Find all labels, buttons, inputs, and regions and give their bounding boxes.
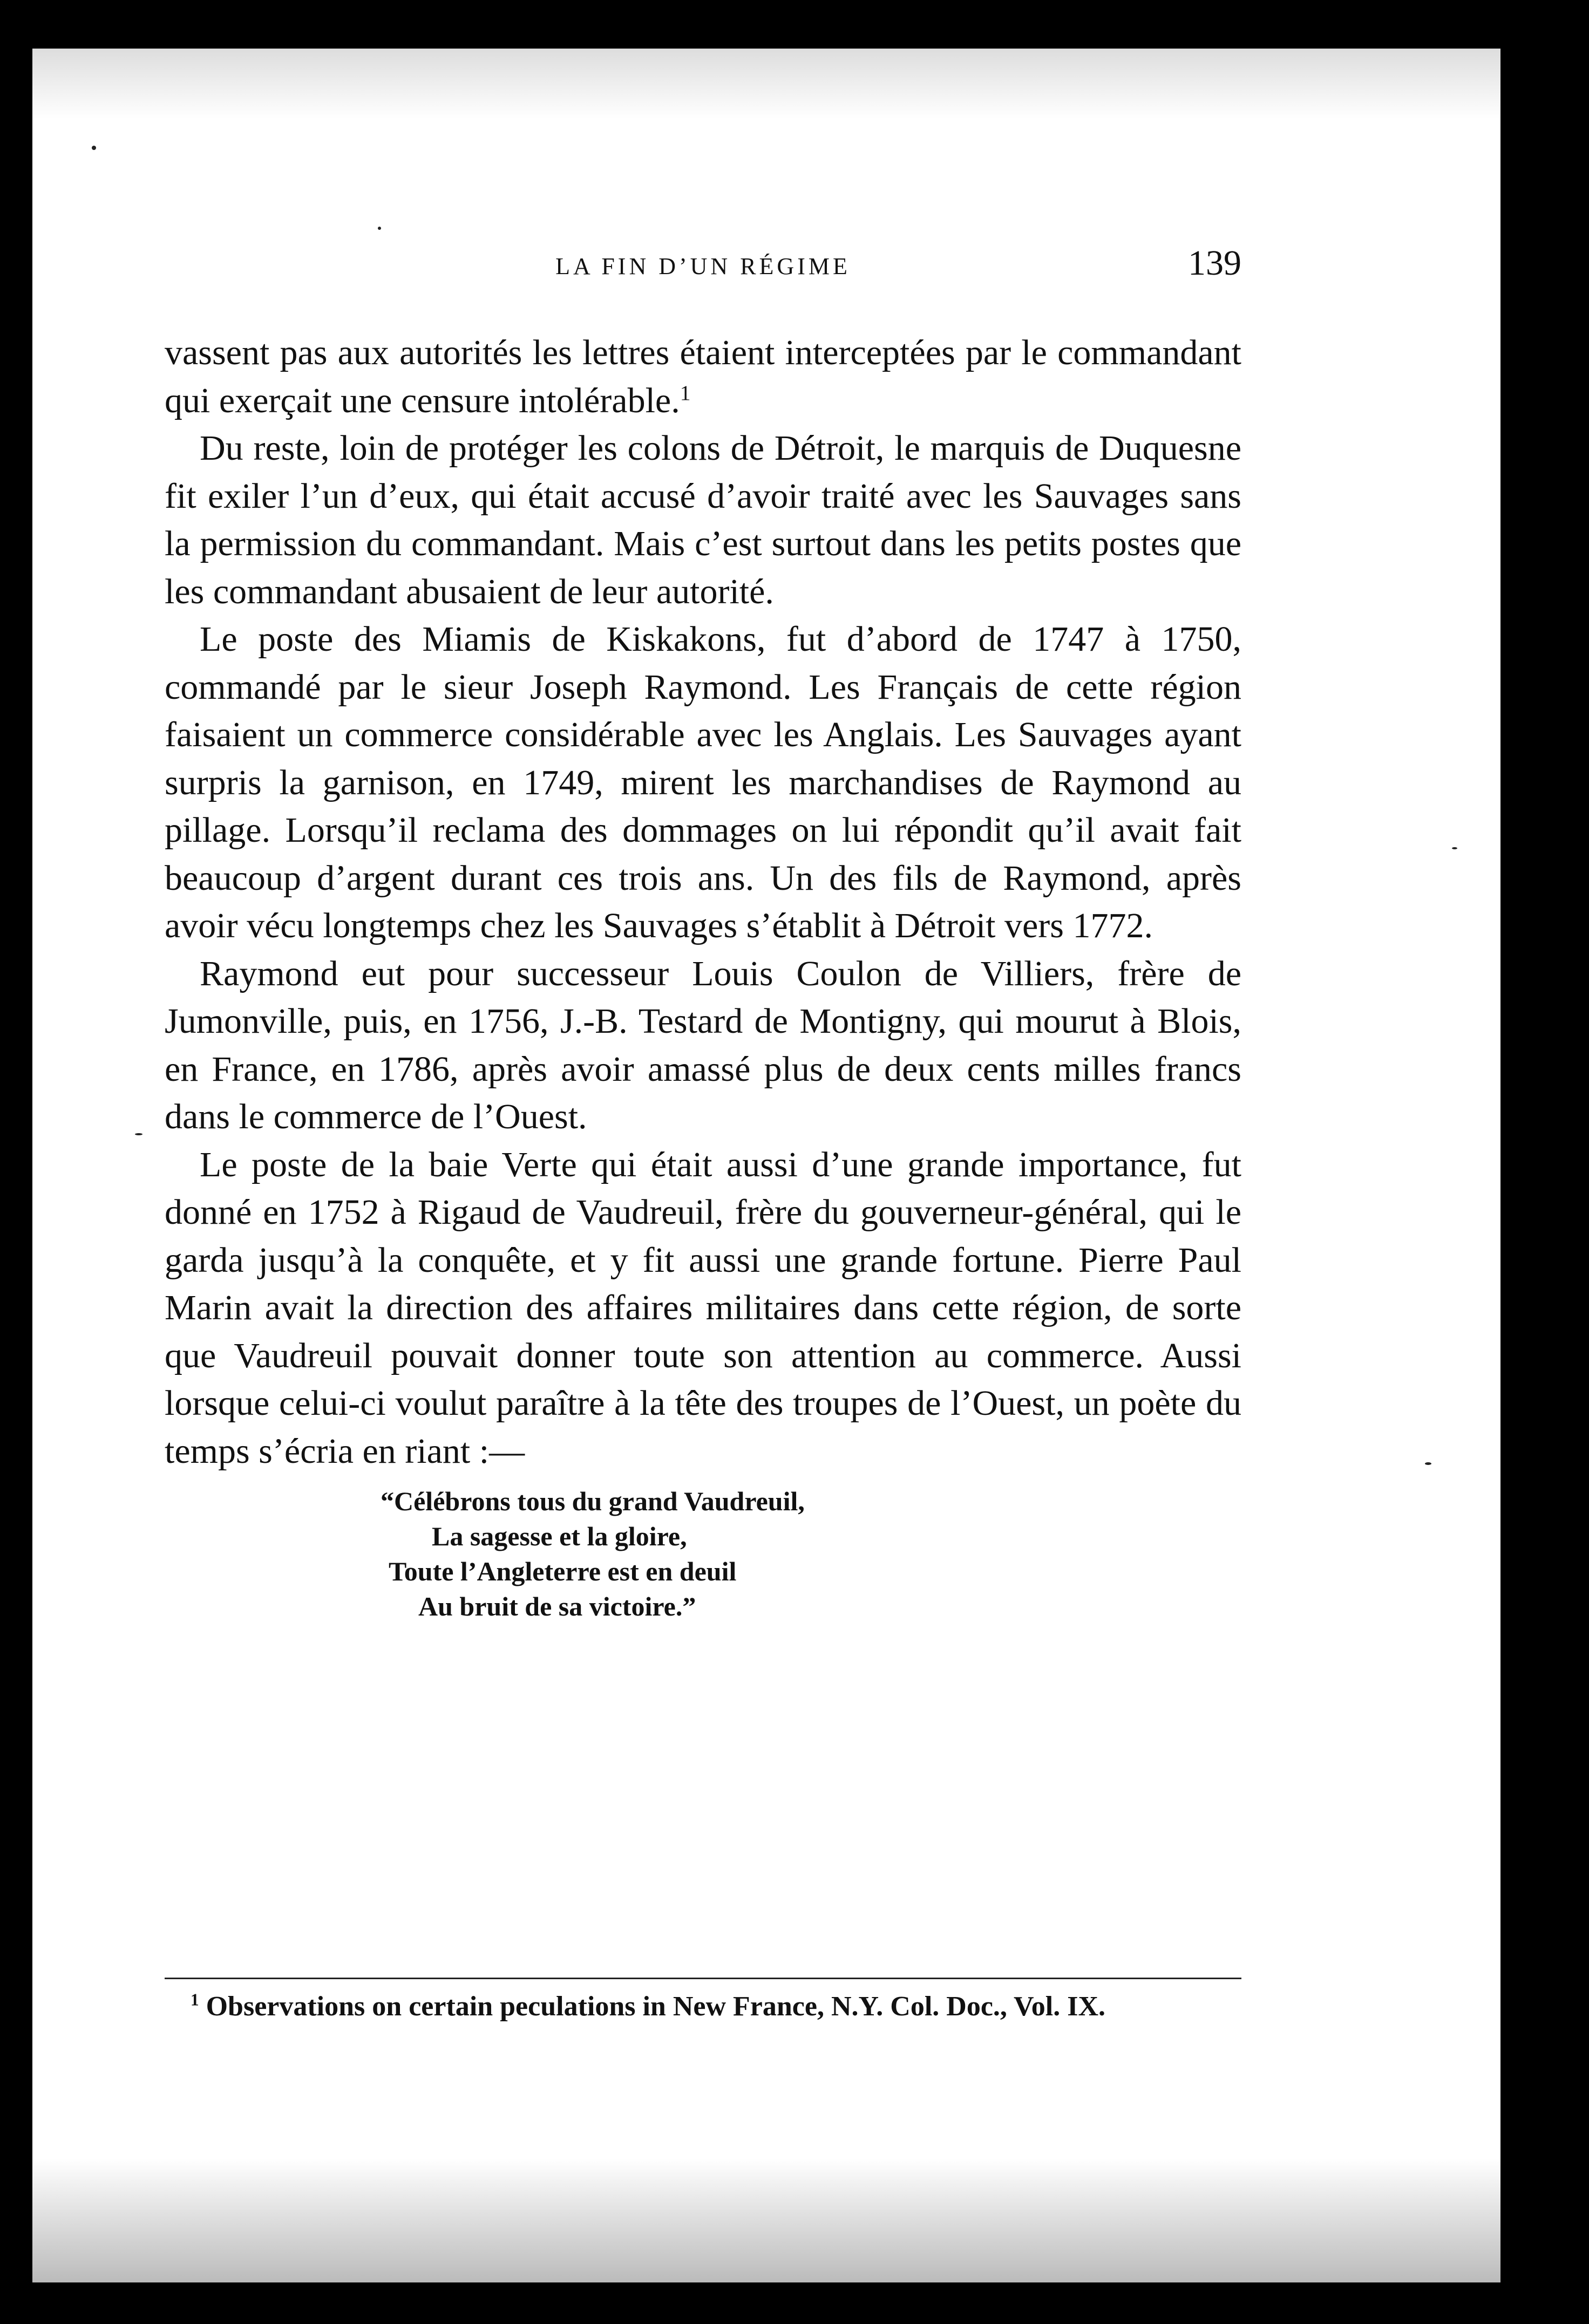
footnote (165, 1986, 1241, 2028)
scan-speck (135, 1133, 142, 1135)
scan-speck (378, 227, 381, 230)
body-text (165, 329, 1241, 1624)
running-title: LA FIN D’UN RÉGIME (555, 253, 851, 280)
paragraph: Le poste des Miamis de Kiskakons, fut d’abord de 1747 à 1750, commandé par le sieur Joseph Raymond. Les Français de cette région faisaient un commerce considérable avec les Anglais. Les Sauvages ayant surpris la garnison, en 1749, mirent les marchandises de Raymond au pillage. Lorsqu’il reclama des dommages on lui répondit qu’il avait fait beaucoup d’argent durant ces trois ans. Un des fils de Raymond, après avoir vécu longtemps chez les Sauvages s’établit à Détroit vers 1772. (165, 619, 1241, 945)
footnote-text: Observations on certain peculations in New France, N.Y. Col. Doc., Vol. IX. (206, 1991, 1106, 2022)
verse-line: Toute l’Angleterre est en deuil (389, 1556, 737, 1586)
page-header (165, 243, 1241, 297)
scan-speck (1452, 847, 1457, 849)
verse-quotation (165, 1484, 1241, 1624)
paragraph: Du reste, loin de protéger les colons de Détroit, le marquis de Duquesne fit exiler l’un d’eux, qui était accusé d’avoir traité avec les Sauvages sans la permission du commandant. Mais c’est surtout dans les petits postes que les commandant abusaient de leur autorité. (165, 428, 1241, 611)
verse-line: “Célébrons tous du grand Vaudreuil, (381, 1486, 805, 1516)
paragraph: Raymond eut pour successeur Louis Coulon de Villiers, frère de Jumonville, puis, en 1756, J.-B. Testard de Montigny, qui mourut à Blois, en France, en 1786, après avoir amassé plus de deux cents milles francs dans le commerce de l’Ouest. (165, 953, 1241, 1136)
verse-line: La sagesse et la gloire, (432, 1521, 687, 1551)
scan-speck (1425, 1462, 1431, 1465)
footnote-rule (165, 1978, 1241, 1979)
footnote-reference: 1 (680, 380, 691, 405)
footnote-marker: 1 (191, 1990, 199, 2009)
scan-speck (92, 146, 96, 150)
paragraph: vassent pas aux autorités les lettres étaient interceptées par le commandant qui exerçait une censure intolérable.$^1$ (165, 333, 1241, 420)
verse-line: Au bruit de sa victoire.” (418, 1591, 696, 1621)
page-number: 139 (1188, 243, 1241, 283)
paragraph: Le poste de la baie Verte qui était aussi d’une grande importance, fut donné en 1752 à Rigaud de Vaudreuil, frère du gouverneur-général, qui le garda jusqu’à la conquête, et y fit aussi une grande fortune. Pierre Paul Marin avait la direction des affaires militaires dans cette région, de sorte que Vaudreuil pouvait donner toute son attention au commerce. Aussi lorsque celui-ci voulut paraître à la tête des troupes de l’Ouest, un poète du temps s’écria en riant :— (165, 1144, 1241, 1471)
